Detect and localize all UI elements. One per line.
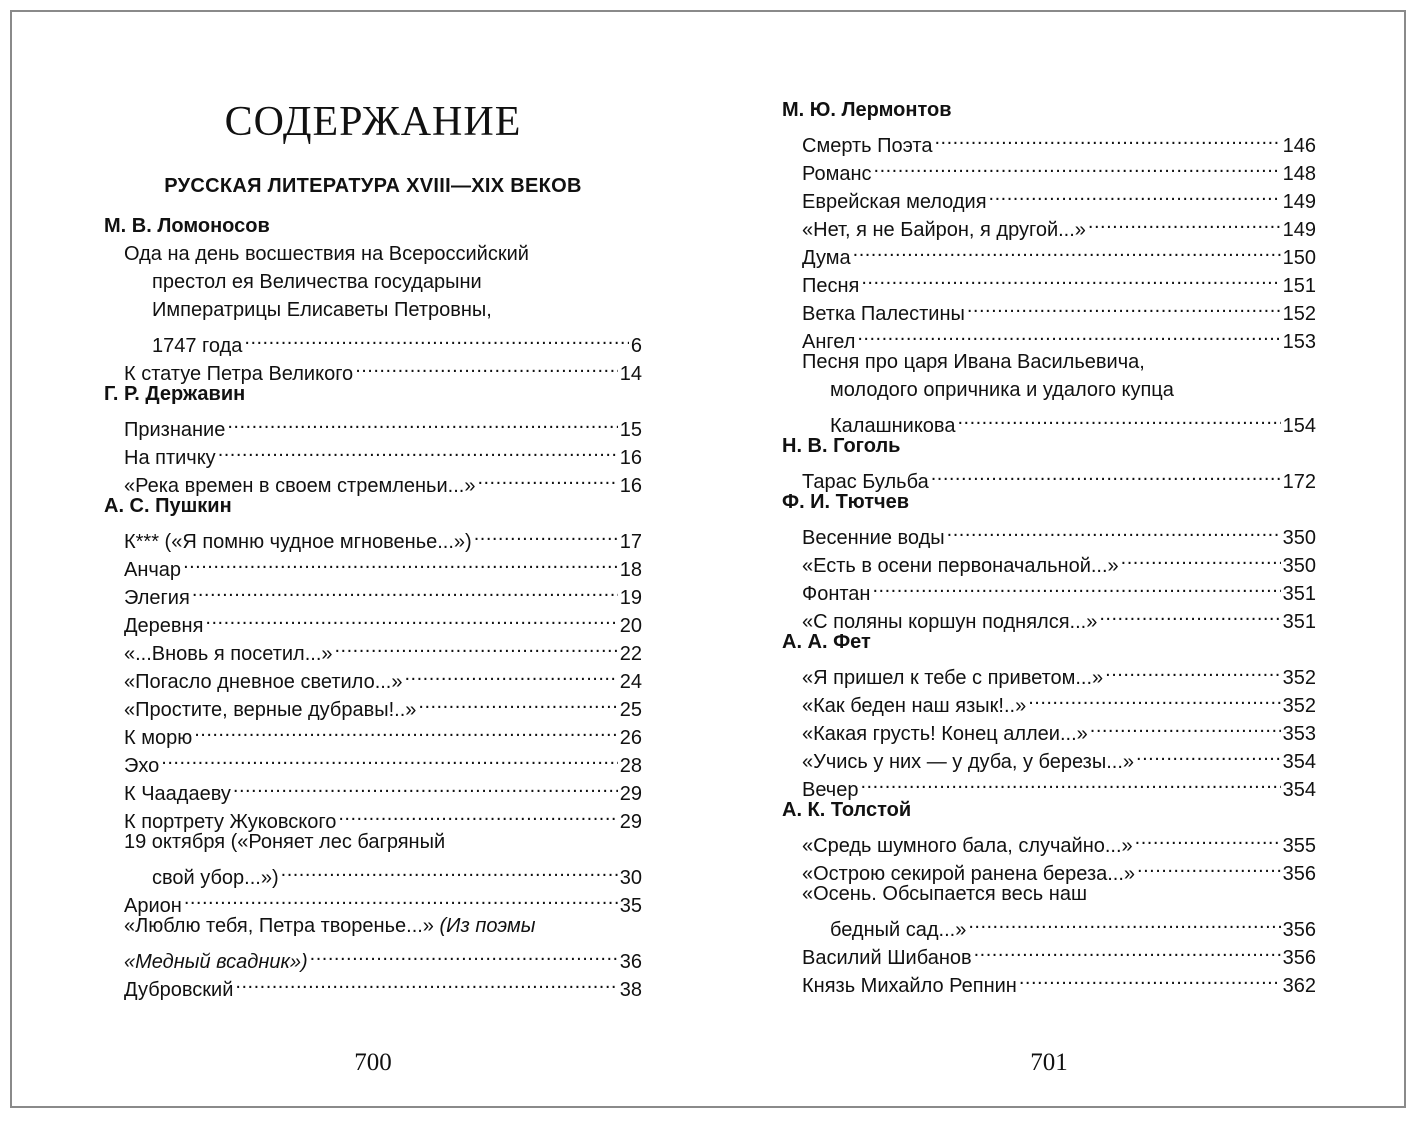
page-number: 356 (1282, 947, 1316, 969)
entry-title: Князь Михайло Репнин (802, 975, 1017, 997)
page-number: 17 (619, 531, 642, 553)
page-number: 6 (630, 335, 642, 357)
page-number: 29 (619, 811, 642, 833)
entry-title: К морю (124, 727, 193, 749)
entry-title: К*** («Я помню чудное мгновенье...») (124, 531, 472, 553)
section-heading: РУССКАЯ ЛИТЕРАТУРА XVIII—XIX ВЕКОВ (164, 175, 582, 197)
entry-title: свой убор...») (152, 867, 279, 889)
author-lomonosov: М. В. Ломоносов (104, 215, 270, 237)
entry-title: Еврейская мелодия (802, 191, 987, 213)
page-number: 352 (1282, 667, 1316, 689)
leader-dots (853, 236, 1281, 264)
author-gogol: Н. В. Гоголь (782, 435, 901, 457)
leader-dots (194, 716, 618, 744)
leader-dots (474, 520, 618, 548)
entry-title: 1747 года (152, 335, 243, 357)
toc-entry[interactable] (782, 292, 1316, 325)
leader-dots (1135, 824, 1281, 852)
page-number: 24 (619, 671, 642, 693)
toc-entry[interactable] (782, 124, 1316, 157)
leader-dots (310, 940, 618, 968)
entry-title: «Острою секирой ранена береза...» (802, 863, 1136, 885)
page-number: 148 (1282, 163, 1316, 185)
leader-dots (477, 464, 617, 492)
leader-dots (860, 768, 1280, 796)
page-number: 18 (619, 559, 642, 581)
leader-dots (872, 572, 1280, 600)
entry-title: Смерть Поэта (802, 135, 933, 157)
leader-dots (947, 516, 1281, 544)
leader-dots (184, 884, 618, 912)
toc-list-right (782, 96, 1316, 997)
page-number: 26 (619, 727, 642, 749)
toc-list-left (104, 212, 642, 1001)
toc-entry-line: Ода на день восшествия на Всероссийский (124, 243, 529, 265)
leader-dots (233, 772, 618, 800)
page-number: 151 (1282, 275, 1316, 297)
entry-title: «Есть в осени первоначальной...» (802, 555, 1119, 577)
toc-entry[interactable] (104, 520, 642, 553)
entry-title: «С поляны коршун поднялся...» (802, 611, 1098, 633)
entry-title: На птичку (124, 447, 216, 469)
leader-dots (244, 324, 628, 352)
page-number: 22 (619, 643, 642, 665)
toc-entry[interactable] (104, 744, 642, 777)
leader-dots (1019, 964, 1281, 992)
entry-title: Арион (124, 895, 182, 917)
toc-entry-line: «Осень. Обсыпается весь наш (802, 883, 1087, 905)
page-number: 355 (1282, 835, 1316, 857)
leader-dots (1137, 852, 1281, 880)
leader-dots (957, 404, 1280, 432)
toc-entry[interactable] (782, 824, 1316, 857)
leader-dots (857, 320, 1280, 348)
leader-dots (227, 408, 617, 436)
entry-title: Вечер (802, 779, 859, 801)
leader-dots (405, 660, 618, 688)
toc-entry[interactable] (104, 324, 642, 357)
page-number: 350 (1282, 555, 1316, 577)
entry-title: Тарас Бульба (802, 471, 929, 493)
leader-dots (1121, 544, 1281, 572)
page-number: 152 (1282, 303, 1316, 325)
entry-title: «Учись у них — у дуба, у березы...» (802, 751, 1135, 773)
entry-title: Фонтан (802, 583, 871, 605)
author-lermontov: М. Ю. Лермонтов (782, 99, 952, 121)
entry-note: (Из поэмы (439, 915, 536, 937)
entry-title: К портрету Жуковского (124, 811, 337, 833)
page-number: 154 (1282, 415, 1316, 437)
leader-dots (974, 936, 1281, 964)
leader-dots (338, 800, 617, 828)
page-folio-left: 700 (354, 1049, 392, 1076)
page-number: 29 (619, 783, 642, 805)
page-number: 356 (1282, 919, 1316, 941)
leader-dots (1088, 208, 1281, 236)
toc-entry[interactable] (782, 656, 1316, 689)
page-number: 356 (1282, 863, 1316, 885)
leader-dots (335, 632, 618, 660)
page-folio-right: 701 (1030, 1049, 1068, 1076)
page-number: 149 (1282, 219, 1316, 241)
entry-title: Элегия (124, 587, 190, 609)
page-number: 38 (619, 979, 642, 1001)
entry-title: Василий Шибанов (802, 947, 972, 969)
toc-entry-line: Песня про царя Ивана Васильевича, (802, 351, 1145, 373)
page-number: 353 (1282, 723, 1316, 745)
toc-entry[interactable] (782, 320, 1316, 353)
page-number: 30 (619, 867, 642, 889)
entry-title: «Средь шумного бала, случайно...» (802, 835, 1133, 857)
page-number: 28 (619, 755, 642, 777)
leader-dots (1090, 712, 1281, 740)
entry-title: К Чаадаеву (124, 783, 231, 805)
toc-entry-line (104, 912, 642, 940)
page-number: 16 (619, 447, 642, 469)
entry-title: Ангел (802, 331, 856, 353)
toc-entry[interactable] (104, 576, 642, 609)
toc-entry[interactable] (782, 264, 1316, 297)
entry-title: «Простите, верные дубравы!..» (124, 699, 417, 721)
leader-dots (418, 688, 617, 716)
leader-dots (1099, 600, 1280, 628)
leader-dots (205, 604, 617, 632)
page-number: 19 (619, 587, 642, 609)
leader-dots (1028, 684, 1280, 712)
entry-title: «Погасло дневное светило...» (124, 671, 403, 693)
page-number: 36 (619, 951, 642, 973)
page-number: 15 (619, 419, 642, 441)
entry-title: «Медный всадник») (124, 951, 308, 973)
entry-title: Калашникова (830, 415, 956, 437)
toc-entry[interactable] (104, 884, 642, 917)
leader-dots (861, 264, 1280, 292)
entry-title: Деревня (124, 615, 204, 637)
author-derzhavin: Г. Р. Державин (104, 383, 246, 405)
leader-dots (183, 548, 618, 576)
toc-entry[interactable] (104, 548, 642, 581)
entry-title: «Люблю тебя, Петра творенье...» (124, 915, 434, 937)
leader-dots (355, 352, 618, 380)
author-pushkin: А. С. Пушкин (104, 495, 232, 517)
page-number: 354 (1282, 779, 1316, 801)
leader-dots (281, 856, 618, 884)
page-number: 351 (1282, 611, 1316, 633)
entry-title: «Как беден наш язык!..» (802, 695, 1027, 717)
toc-entry-line: молодого опричника и удалого купца (830, 379, 1174, 401)
toc-entry[interactable] (782, 404, 1316, 437)
entry-title: Романс (802, 163, 872, 185)
toc-entry[interactable] (782, 908, 1316, 941)
book-spread (10, 10, 1406, 1108)
page-number: 16 (619, 475, 642, 497)
entry-title: Дубровский (124, 979, 234, 1001)
page-number: 153 (1282, 331, 1316, 353)
page-number: 149 (1282, 191, 1316, 213)
leader-dots (874, 152, 1281, 180)
page-number: 351 (1282, 583, 1316, 605)
page-number: 354 (1282, 751, 1316, 773)
author-fet: А. А. Фет (782, 631, 871, 653)
entry-title: Весенние воды (802, 527, 945, 549)
leader-dots (934, 124, 1280, 152)
page-number: 350 (1282, 527, 1316, 549)
leader-dots (1136, 740, 1281, 768)
page-number: 25 (619, 699, 642, 721)
leader-dots (968, 908, 1280, 936)
entry-title: Анчар (124, 559, 182, 581)
entry-title: «Я пришел к тебе с приветом...» (802, 667, 1104, 689)
toc-entry[interactable] (104, 940, 642, 973)
toc-entry[interactable] (104, 408, 642, 441)
toc-entry-line: 19 октября («Роняет лес багряный (124, 831, 446, 853)
entry-title: «Какая грусть! Конец аллеи...» (802, 723, 1088, 745)
toc-entry[interactable] (782, 516, 1316, 549)
page-number: 20 (619, 615, 642, 637)
page-number: 14 (619, 363, 642, 385)
page-number: 352 (1282, 695, 1316, 717)
entry-title: Признание (124, 419, 226, 441)
leader-dots (931, 460, 1281, 488)
leader-dots (967, 292, 1281, 320)
entry-title: «Река времен в своем стремленьи...» (124, 475, 476, 497)
toc-entry-line: Императрицы Елисаветы Петровны, (152, 299, 492, 321)
leader-dots (235, 968, 617, 996)
entry-title: Дума (802, 247, 851, 269)
page-number: 172 (1282, 471, 1316, 493)
leader-dots (192, 576, 618, 604)
toc-entry-line: престол ея Величества государыни (152, 271, 482, 293)
page-number: 150 (1282, 247, 1316, 269)
toc-entry[interactable] (104, 772, 642, 805)
toc-entry[interactable] (782, 460, 1316, 493)
entry-title: «...Вновь я посетил...» (124, 643, 333, 665)
author-tyutchev: Ф. И. Тютчев (782, 491, 910, 513)
page-title: СОДЕРЖАНИЕ (224, 99, 522, 145)
leader-dots (218, 436, 618, 464)
toc-entry[interactable] (782, 236, 1316, 269)
toc-entry[interactable] (782, 768, 1316, 801)
entry-title: Песня (802, 275, 860, 297)
leader-dots (1105, 656, 1280, 684)
leader-dots (989, 180, 1281, 208)
page-number: 35 (619, 895, 642, 917)
entry-title: бедный сад...» (830, 919, 967, 941)
entry-title: Ветка Палестины (802, 303, 965, 325)
entry-title: К статуе Петра Великого (124, 363, 354, 385)
entry-title: «Нет, я не Байрон, я другой...» (802, 219, 1086, 241)
toc-entry[interactable] (104, 856, 642, 889)
author-tolstoy: А. К. Толстой (782, 799, 912, 821)
page-number: 146 (1282, 135, 1316, 157)
leader-dots (161, 744, 617, 772)
entry-title: Эхо (124, 755, 160, 777)
page-number: 362 (1282, 975, 1316, 997)
